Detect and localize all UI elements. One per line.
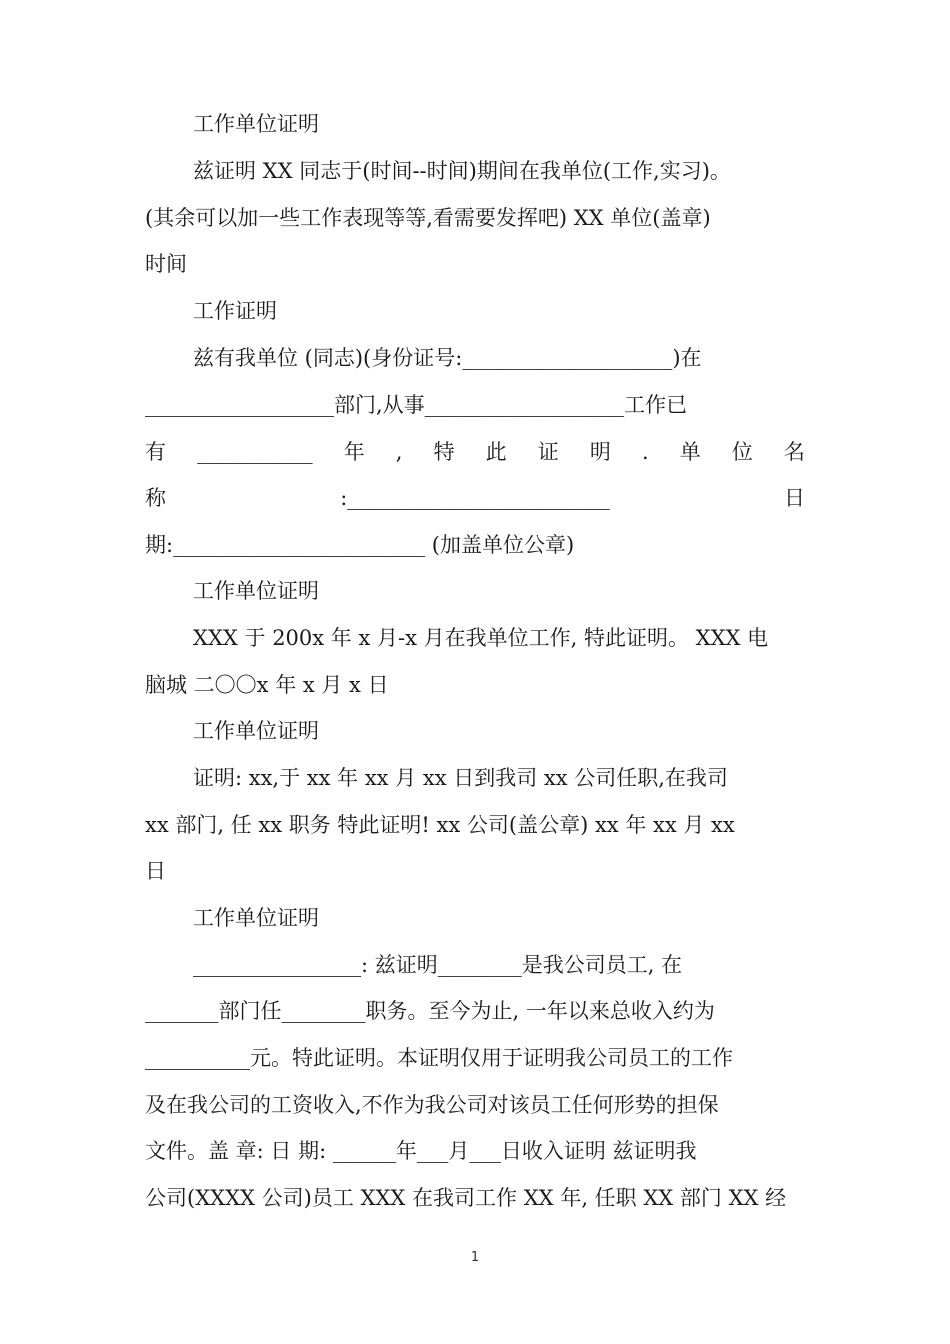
token: :_________________________ (340, 486, 610, 510)
paragraph-line: (其余可以加一些工作表现等等,看需要发挥吧) XX 单位(盖章) (145, 206, 711, 230)
page-number: 1 (470, 1250, 480, 1265)
paragraph-line: ________________: 兹证明________是我公司员工, 在 (193, 953, 683, 977)
paragraph-line: 及在我公司的工资收入,不作为我公司对该员工任何形势的担保 (145, 1093, 719, 1117)
paragraph-line: __________元。特此证明。本证明仅用于证明我公司员工的工作 (145, 1046, 733, 1070)
token: 位 (731, 440, 753, 464)
heading-work-unit-proof-1: 工作单位证明 (193, 112, 319, 136)
token: . (641, 440, 649, 464)
token: 证 (537, 440, 559, 464)
token: 称 (145, 486, 166, 510)
paragraph-line-justified (145, 482, 805, 514)
paragraph-line: 脑城 二〇〇x 年 x 月 x 日 (145, 673, 389, 697)
paragraph-line: 公司(XXXX 公司)员工 XXX 在我司工作 XX 年, 任职 XX 部门 XX 经 (145, 1186, 787, 1210)
token: 单 (679, 440, 701, 464)
heading-work-unit-proof-4: 工作单位证明 (193, 906, 319, 930)
token: 特 (433, 440, 455, 464)
heading-work-unit-proof-3: 工作单位证明 (193, 719, 319, 743)
token: 有 (145, 440, 166, 464)
paragraph-line: xx 部门, 任 xx 职务 特此证明! xx 公司(盖公章) xx 年 xx 月 xx (145, 813, 735, 837)
paragraph-line: 证明: xx,于 xx 年 xx 月 xx 日到我司 xx 公司任职,在我司 (193, 766, 728, 790)
token: 年 (343, 440, 365, 464)
paragraph-line: 时间 (145, 252, 187, 276)
paragraph-line: 期:________________________ (加盖单位公章) (145, 533, 575, 557)
token: 名 (783, 440, 805, 464)
token: ___________ (197, 440, 313, 464)
token: 明 (589, 440, 611, 464)
heading-work-proof: 工作证明 (193, 299, 277, 323)
paragraph-line: 兹证明 XX 同志于(时间--时间)期间在我单位(工作,实习)。 (193, 159, 731, 183)
paragraph-line: XXX 于 200x 年 x 月-x 月在我单位工作, 特此证明。 XXX 电 (193, 626, 769, 650)
paragraph-line: 文件。盖 章: 日 期: ______年___月___日收入证明 兹证明我 (145, 1139, 697, 1163)
token: 此 (485, 440, 507, 464)
paragraph-line: __________________部门,从事___________________工作已 (145, 393, 688, 417)
token: , (395, 440, 403, 464)
paragraph-line: 日 (145, 859, 166, 883)
heading-work-unit-proof-2: 工作单位证明 (193, 579, 319, 603)
token: 日 (783, 486, 805, 510)
paragraph-line-justified (145, 436, 805, 468)
paragraph-line: _______部门任________职务。至今为止, 一年以来总收入约为 (145, 999, 715, 1023)
paragraph-line: 兹有我单位 (同志)(身份证号:____________________)在 (193, 346, 702, 370)
